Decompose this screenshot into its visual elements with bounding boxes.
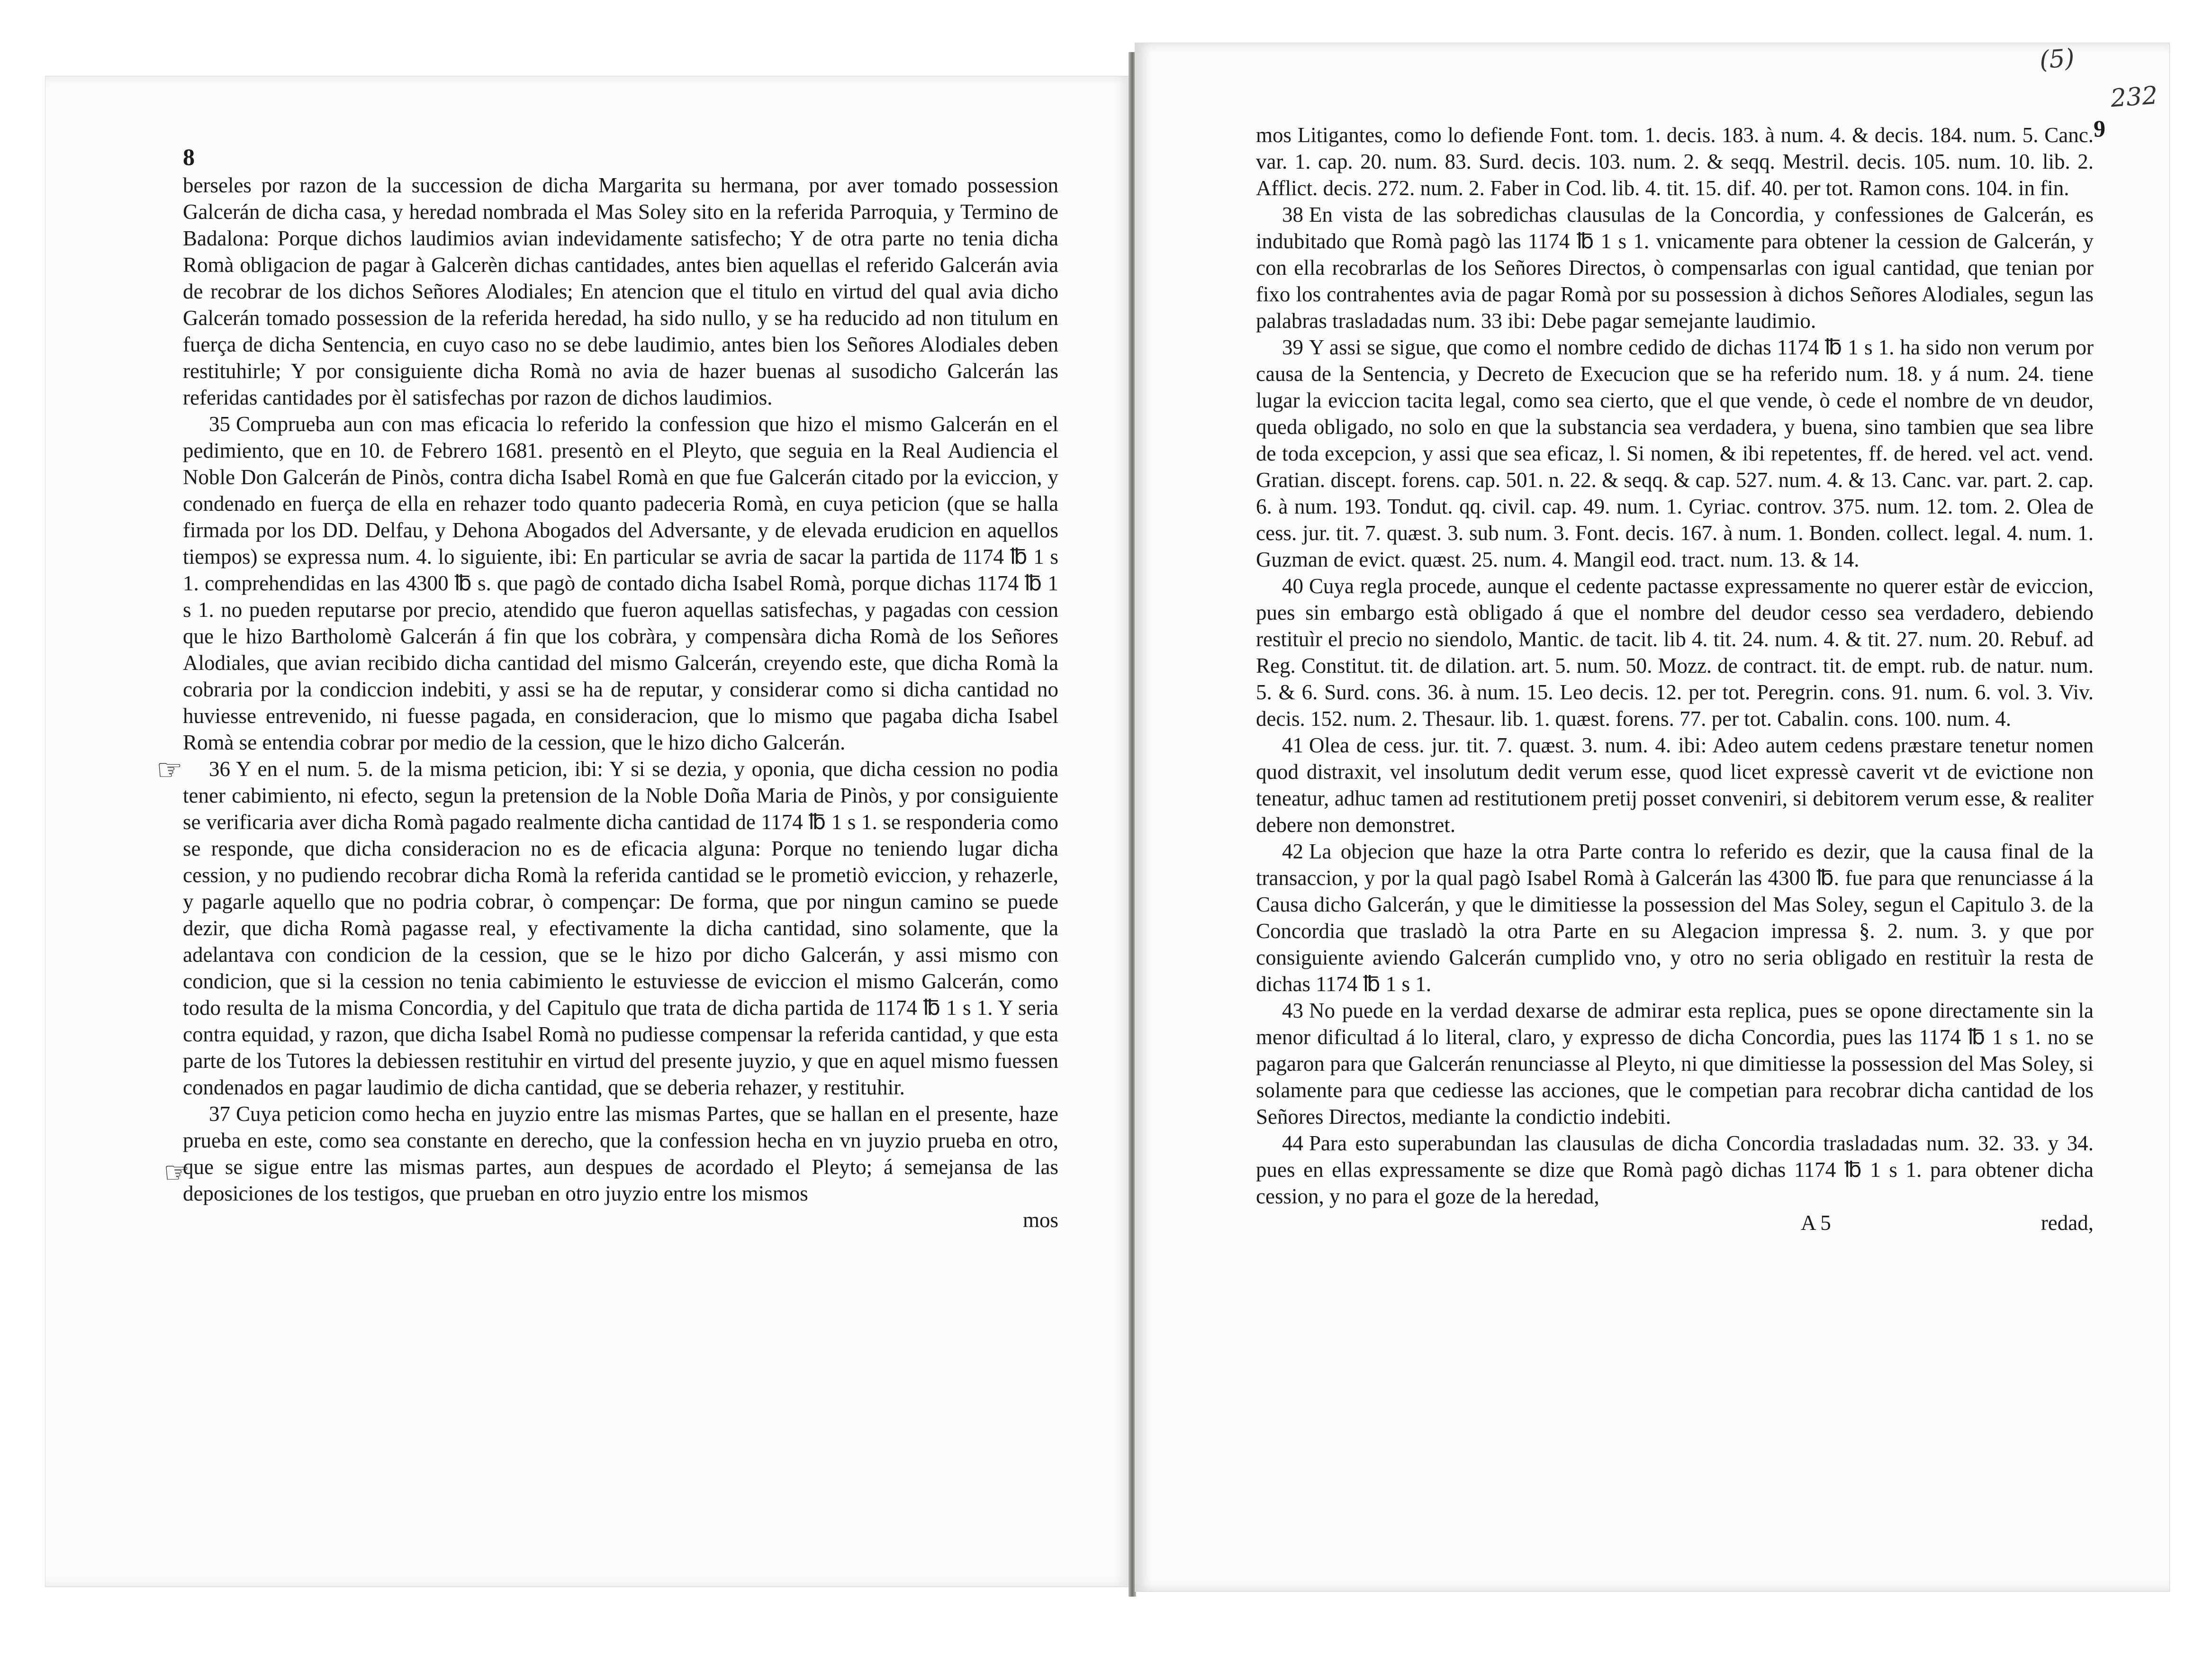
paragraph-number: 43 [1282, 999, 1303, 1022]
paragraph-44 [1256, 1130, 2094, 1210]
paragraph [1256, 122, 2094, 201]
paragraph-40 [1256, 573, 2094, 732]
paragraph-text: No puede en la verdad dexarse de admirar esta replica, pues se opone directamente sin la menor dificultad á lo literal, claro, y expresso de dicha Concordia, pues las 1174 ℔ 1 s 1. no se pagaron para que Galcerán renunciasse al Pleyto, ni que dimitiesse la possession del Mas Soley, si solamente para que cediesse las acciones, que le competian para recobrar dicha cantidad de los Señores Directos, mediante la condictio indebiti. [1256, 999, 2094, 1129]
paragraph-text: berseles por razon de la succession de dicha Margarita su hermana, por aver tomado possession Galcerán de dicha casa, y heredad nombrada el Mas Soley sito en la referida Parroquia, y Termino de Badalona: Porque dichos laudimios avian indevidamente satisfecho; Y de otra parte no tenia dicha Romà obligacion de pagar à Galcerèn dichas cantidades, antes bien aquellas el referido Galcerán avia de recobrar de los dichos Señores Alodiales; En atencion que el titulo en virtud del qual avia dicho Galcerán tomado possession de la referida heredad, ha sido nullo, y se ha reducido ad non titulum en fuerça de dicha Sentencia, en cuyo caso no se debe laudimio, antes bien los Señores Alodiales deben restituhirle; Y por consiguiente dicha Romà no avia de hazer buenas al susodicho Galcerán las referidas cantidades por èl satisfechas por razon de dichos laudimios. [183, 173, 1058, 409]
paragraph-37 [183, 1101, 1058, 1207]
paragraph-number: 35 [209, 412, 230, 436]
paragraph-text: Comprueba aun con mas eficacia lo referido la confession que hizo el mismo Galcerán en el pedimiento, que en 10. de Febrero 1681. presentò en el Pleyto, que seguia en la Real Audiencia el Noble Don Galcerán de Pinòs, contra dicha Isabel Romà en que fue Galcerán citado por la eviccion, y condenado en fuerça de ella en rehazer todo quanto padeceria Romà, en cuya peticion (que se halla firmada por los DD. Delfau, y Dehona Abogados del Adversante, y de elevada erudicion en aquellos tiempos) se expressa num. 4. lo siguiente, ibi: En particular se avria de sacar la partida de 1174 ℔ 1 s 1. comprehendidas en las 4300 ℔ s. que pagò de contado dicha Isabel Romà, porque dichas 1174 ℔ 1 s 1. no pueden reputarse por precio, atendido que fueron aquellas satisfechas, y pagadas con cession que le hizo Bartholomè Galcerán á fin que los cobràra, y compensàra dicha Romà de los Señores Alodiales, que avian recibido dicha cantidad del mismo Galcerán, creyendo este, que dicha Romà la cobraria por la condiccion indebiti, y assi se ha de reputar, y considerar como si dicha cantidad no huviesse entrevenido, ni fuesse pagada, en consideracion, que lo mismo que pagaba dicha Isabel Romà se entendia cobrar por medio de la cession, que le hizo dicho Galcerán. [183, 412, 1058, 754]
paragraph-number: 41 [1282, 733, 1303, 757]
paragraph [183, 172, 1058, 411]
footer-line [1256, 1210, 2094, 1236]
paragraph-36 [183, 756, 1058, 1101]
paragraph-35 [183, 411, 1058, 756]
manicule-icon: ☞ [163, 1157, 190, 1189]
right-page [1135, 43, 2170, 1592]
paragraph-number: 36 [209, 757, 230, 781]
paragraph-number: 39 [1282, 335, 1303, 359]
paragraph-text: En vista de las sobredichas clausulas de la Concordia, y confessiones de Galcerán, es indubitado que Romà pagò las 1174 ℔ 1 s 1. vnicamente para obtener la cession de Galcerán, y con ella recobrarlas de los Señores Directos, ò compensarlas con igual cantidad, que tenian por fixo los contrahentes avia de pagar Romà por su possession à dichos Señores Alodiales, segun las palabras trasladadas num. 33 ibi: Debe pagar semejante laudimio. [1256, 203, 2094, 333]
paragraph-39 [1256, 334, 2094, 573]
paragraph-text: Cuya peticion como hecha en juyzio entre las mismas Partes, que se hallan en el presente, haze prueba en este, como sea constante en derecho, que la confession hecha en vn juyzio prueba en otro, que se sigue entre las mismas partes, aun despues de acordado el Pleyto; á semejansa de las deposiciones de los testigos, que prueban en otro juyzio entre los mismos [183, 1102, 1058, 1205]
page-body [1256, 122, 2094, 1210]
page-number: 8 [183, 144, 195, 170]
paragraph-43 [1256, 997, 2094, 1130]
paragraph-38 [1256, 201, 2094, 334]
paragraph-41 [1256, 732, 2094, 838]
page-number: 9 [2094, 115, 2105, 142]
paragraph-text: Y assi se sigue, que como el nombre cedido de dichas 1174 ℔ 1 s 1. ha sido non verum por causa de la Sentencia, y Decreto de Execucion que se ha referido num. 18. y á num. 24. tiene lugar la eviccion tacita legal, como sea cierto, que el que vende, ò cede el nombre de vn deudor, queda obligado, no solo en que la substancia sea verdadera, y buena, sino tambien que sea libre de toda excepcion, y assi que sea eficaz, l. Si nomen, & ibi repetentes, ff. de hered. vel act. vend. Gratian. discept. forens. cap. 501. n. 22. & seqq. & cap. 527. num. 4. & 13. Canc. var. part. 2. cap. 6. à num. 193. Tondut. qq. civil. cap. 49. num. 1. Cyriac. controv. 375. num. 12. tom. 2. Olea de cess. jur. tit. 7. quæst. 3. sub num. 3. Font. decis. 167. à num. 1. Bonden. collect. legal. 4. num. 1. Guzman de evict. quæst. 25. num. 4. Mangil eod. tract. num. 13. & 14. [1256, 335, 2094, 571]
paragraph-text: Olea de cess. jur. tit. 7. quæst. 3. num. 4. ibi: Adeo autem cedens præstare tenetur nomen quod distraxit, vel insolutum dedit verum esse, quod licet expressè caverit vt de evictione non teneatur, adhuc tamen ad restitutionem pretij posset conveniri, si debitorem verum esse, & realiter debere non demonstret. [1256, 733, 2094, 837]
signature-mark: A 5 [1801, 1211, 1831, 1235]
manicule-icon: ☞ [156, 754, 183, 786]
paragraph-text: La objecion que haze la otra Parte contra lo referido es dezir, que la causa final de la transaccion, y por la qual pagò Isabel Romà à Galcerán las 4300 ℔. fue para que renunciasse á la Causa dicho Galcerán, y que le dimitiesse la possession del Mas Soley, segun el Capitulo 3. de la Concordia que trasladò la otra Parte en su Alegacion impressa §. 2. num. 3. y que por consiguiente aviendo Galcerán cumplido vno, y otro no seria obligado en restituìr la resta de dichas 1174 ℔ 1 s 1. [1256, 840, 2094, 996]
paragraph-number: 40 [1282, 574, 1303, 598]
catchword: redad, [2040, 1211, 2094, 1235]
paragraph-text: mos Litigantes, como lo defiende Font. tom. 1. decis. 183. à num. 4. & decis. 184. num. 5. Canc. var. 1. cap. 20. num. 83. Surd. decis. 103. num. 2. & seqq. Mestril. decis. 105. num. 10. lib. 2. Afflict. decis. 272. num. 2. Faber in Cod. lib. 4. tit. 15. dif. 40. per tot. Ramon cons. 104. in fin. [1256, 123, 2094, 200]
paragraph-number: 44 [1282, 1131, 1303, 1155]
paragraph-42 [1256, 838, 2094, 997]
paragraph-text: Para esto superabundan las clausulas de dicha Concordia trasladadas num. 32. 33. y 34. pues en ellas expressamente se dize que Romà pagò dichas 1174 ℔ 1 s 1. para obtener dicha cession, y no para el goze de la heredad, [1256, 1131, 2094, 1208]
page-body [183, 172, 1058, 1207]
paragraph-text: Y en el num. 5. de la misma peticion, ibi: Y si se dezia, y oponia, que dicha cession no podia tener cabimiento, ni efecto, segun la pretension de la Noble Doña Maria de Pinòs, y por consiguiente se verificaria aver dicha Romà pagado realmente dicha cantidad de 1174 ℔ 1 s 1. se responderia como se responde, que dicha consideracion no es de eficacia alguna: Porque no teniendo lugar dicha cession, y no pudiendo recobrar dicha Romà la referida cantidad se le prometiò eviccion, y rehazerle, y pagarle aquello que no podria cobrar, ò compençar: De forma, que por ningun camino se puede dezir, que dicha Romà pagasse real, y efectivamente la dicha cantidad, sino solamente, que la adelantava con condicion de la cession, que se le hizo por dicho Galcerán, y assi mismo con condicion, que si la cession no tenia cabimiento le estuviesse de eviccion el mismo Galcerán, como todo resulta de la misma Concordia, y del Capitulo que trata de dicha partida de 1174 ℔ 1 s 1. Y seria contra equidad, y razon, que dicha Isabel Romà no pudiesse compensar la referida cantidad, y que esta parte de los Tutores la debiessen restituhir en virtud del presente juyzio, y que en aquel mismo fuessen condenados en pagar laudimio de dicha cantidad, que se deberia rehazer, y restituhir. [183, 757, 1058, 1099]
left-page [45, 76, 1130, 1587]
catchword: mos [1022, 1208, 1058, 1232]
paragraph-number: 37 [209, 1102, 230, 1126]
paragraph-number: 42 [1282, 840, 1303, 863]
archive-mark: (5) [2038, 44, 2076, 75]
paragraph-text: Cuya regla procede, aunque el cedente pactasse expressamente no querer estàr de eviccion, pues sin embargo està obligado á que el nombre del deudor cesso sea verdadero, debiendo restituìr el precio no siendolo, Mantic. de tacit. lib 4. tit. 24. num. 4. & tit. 27. num. 20. Rebuf. ad Reg. Constitut. tit. de dilation. art. 5. num. 50. Mozz. de contract. tit. de empt. rub. de natur. num. 5. & 6. Surd. cons. 36. à num. 15. Leo decis. 12. per tot. Peregrin. cons. 91. num. 6. vol. 3. Viv. decis. 152. num. 2. Thesaur. lib. 1. quæst. forens. 77. per tot. Cabalin. cons. 100. num. 4. [1256, 574, 2094, 731]
folio-number: 232 [2110, 81, 2159, 113]
paragraph-number: 38 [1282, 203, 1303, 226]
